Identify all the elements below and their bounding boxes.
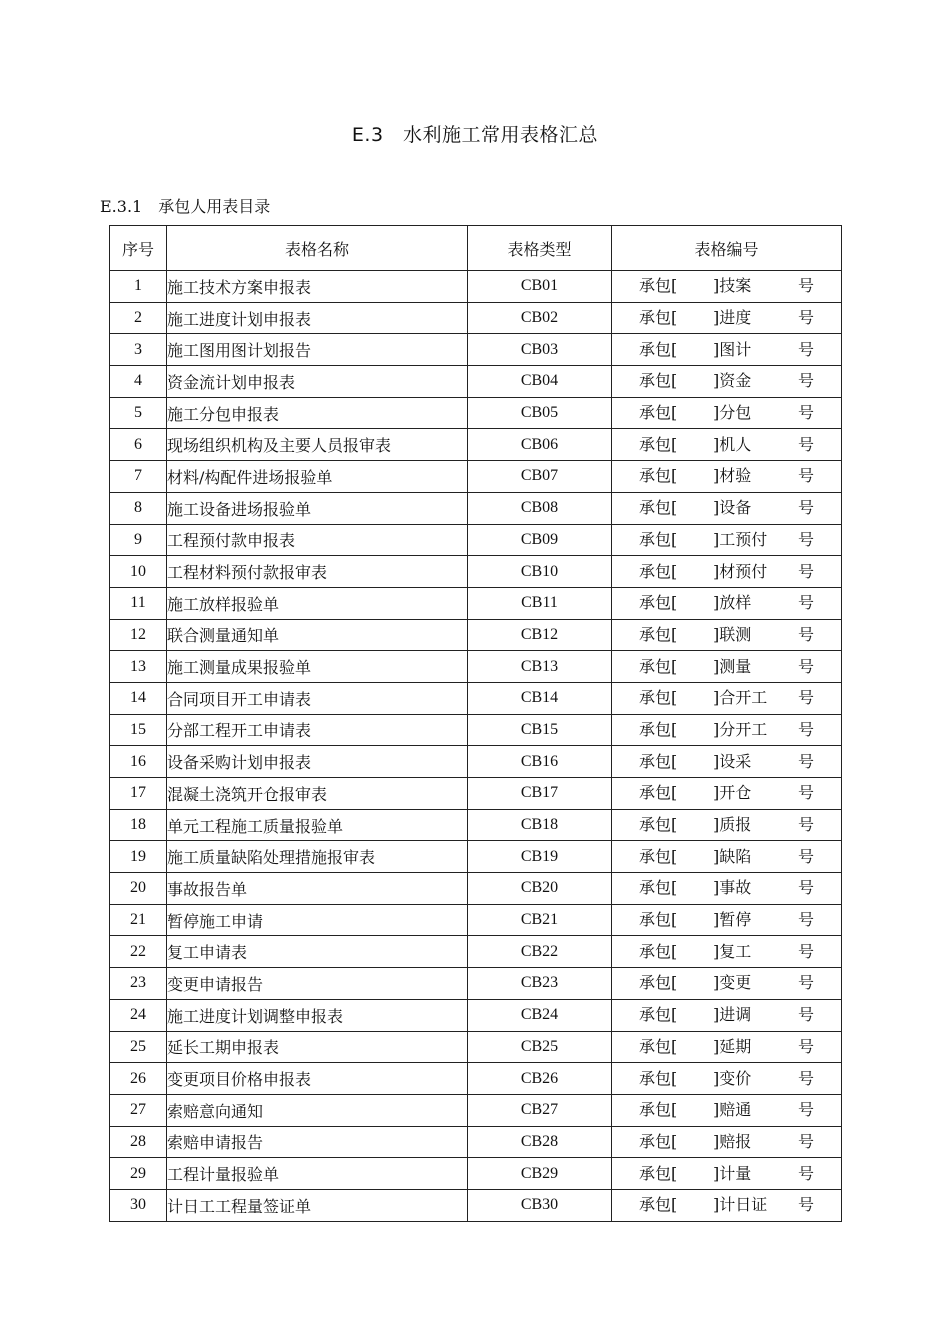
form-code-prefix: 承包[	[639, 910, 678, 930]
row-form-code	[612, 1094, 842, 1126]
form-code-suffix: 号	[798, 751, 815, 771]
row-form-name: 施工设备进场报验单	[167, 492, 468, 524]
form-code-prefix: 承包[	[639, 783, 678, 803]
form-code-abbr: ]质报	[713, 815, 752, 835]
table-row	[110, 746, 842, 778]
row-seq: 5	[110, 397, 167, 429]
row-form-type: CB26	[468, 1063, 612, 1095]
form-code-abbr: ]分包	[713, 403, 752, 423]
row-seq: 9	[110, 524, 167, 556]
table-row	[110, 682, 842, 714]
form-code-suffix: 号	[798, 498, 815, 518]
row-form-type: CB06	[468, 429, 612, 461]
form-code-prefix: 承包[	[639, 656, 678, 676]
form-code-suffix: 号	[798, 1100, 815, 1120]
form-code-prefix: 承包[	[639, 371, 678, 391]
form-code-wrap	[612, 271, 841, 301]
table-row	[110, 1094, 842, 1126]
form-code-prefix: 承包[	[639, 1036, 678, 1056]
row-form-code	[612, 619, 842, 651]
form-code-suffix: 号	[798, 466, 815, 486]
row-form-code	[612, 429, 842, 461]
form-code-suffix: 号	[798, 308, 815, 328]
row-seq: 18	[110, 809, 167, 841]
form-code-prefix: 承包[	[639, 751, 678, 771]
table-row	[110, 556, 842, 588]
row-form-name: 材料/构配件进场报验单	[167, 461, 468, 493]
form-code-abbr: ]材预付	[713, 561, 768, 581]
row-form-code	[612, 714, 842, 746]
row-seq: 16	[110, 746, 167, 778]
form-code-abbr: ]机人	[713, 434, 752, 454]
table-row	[110, 809, 842, 841]
table-body	[110, 271, 842, 1222]
table-row	[110, 524, 842, 556]
row-form-name: 施工进度计划调整申报表	[167, 999, 468, 1031]
row-form-type: CB24	[468, 999, 612, 1031]
row-form-code	[612, 1031, 842, 1063]
row-form-name: 设备采购计划申报表	[167, 746, 468, 778]
form-code-suffix: 号	[798, 276, 815, 296]
row-form-code	[612, 1126, 842, 1158]
row-form-type: CB17	[468, 778, 612, 810]
section-title: E.3.1 承包人用表目录	[100, 197, 271, 216]
row-form-name: 计日工工程量签证单	[167, 1189, 468, 1221]
row-seq: 8	[110, 492, 167, 524]
row-seq: 26	[110, 1063, 167, 1095]
form-code-abbr: ]图计	[713, 339, 752, 359]
row-form-type: CB16	[468, 746, 612, 778]
row-seq: 2	[110, 302, 167, 334]
row-form-name: 暂停施工申请	[167, 904, 468, 936]
row-form-code	[612, 936, 842, 968]
row-form-type: CB13	[468, 651, 612, 683]
form-code-wrap	[612, 1032, 841, 1062]
form-code-abbr: ]赔通	[713, 1100, 752, 1120]
header-code: 表格编号	[612, 226, 842, 271]
row-seq: 10	[110, 556, 167, 588]
contractor-forms-table	[109, 225, 842, 1222]
form-code-wrap	[612, 905, 841, 935]
form-code-wrap	[612, 968, 841, 998]
row-seq: 12	[110, 619, 167, 651]
form-code-abbr: ]联测	[713, 624, 752, 644]
row-form-type: CB01	[468, 271, 612, 303]
form-code-wrap	[612, 715, 841, 745]
form-code-wrap	[612, 873, 841, 903]
form-code-prefix: 承包[	[639, 1195, 678, 1215]
row-form-name: 施工分包申报表	[167, 397, 468, 429]
row-form-code	[612, 1158, 842, 1190]
form-code-wrap	[612, 461, 841, 491]
form-code-prefix: 承包[	[639, 498, 678, 518]
row-seq: 24	[110, 999, 167, 1031]
row-form-type: CB03	[468, 334, 612, 366]
row-form-name: 施工质量缺陷处理措施报审表	[167, 841, 468, 873]
row-form-code	[612, 1189, 842, 1221]
table-row	[110, 651, 842, 683]
form-code-wrap	[612, 1000, 841, 1030]
row-form-type: CB07	[468, 461, 612, 493]
form-code-abbr: ]分开工	[713, 719, 768, 739]
row-form-type: CB23	[468, 968, 612, 1000]
row-seq: 6	[110, 429, 167, 461]
table-row	[110, 429, 842, 461]
form-code-suffix: 号	[798, 561, 815, 581]
table-row	[110, 302, 842, 334]
table-row	[110, 873, 842, 905]
form-code-prefix: 承包[	[639, 1005, 678, 1025]
table-row	[110, 492, 842, 524]
row-seq: 14	[110, 682, 167, 714]
row-form-code	[612, 746, 842, 778]
form-code-wrap	[612, 366, 841, 396]
form-code-abbr: ]变更	[713, 973, 752, 993]
table-row	[110, 1126, 842, 1158]
table-row	[110, 936, 842, 968]
form-code-wrap	[612, 588, 841, 618]
form-code-wrap	[612, 525, 841, 555]
table-row	[110, 904, 842, 936]
form-code-abbr: ]设采	[713, 751, 752, 771]
row-form-code	[612, 524, 842, 556]
row-seq: 7	[110, 461, 167, 493]
row-form-code	[612, 682, 842, 714]
form-code-abbr: ]变价	[713, 1068, 752, 1088]
form-code-abbr: ]赔报	[713, 1131, 752, 1151]
table-row	[110, 841, 842, 873]
form-code-abbr: ]暂停	[713, 910, 752, 930]
row-form-name: 施工图用图计划报告	[167, 334, 468, 366]
form-code-wrap	[612, 810, 841, 840]
table-row	[110, 1063, 842, 1095]
form-code-prefix: 承包[	[639, 593, 678, 613]
row-seq: 21	[110, 904, 167, 936]
form-code-prefix: 承包[	[639, 624, 678, 644]
form-code-suffix: 号	[798, 973, 815, 993]
form-code-suffix: 号	[798, 624, 815, 644]
form-code-prefix: 承包[	[639, 434, 678, 454]
row-form-type: CB08	[468, 492, 612, 524]
form-code-abbr: ]计量	[713, 1163, 752, 1183]
form-code-prefix: 承包[	[639, 276, 678, 296]
row-form-type: CB10	[468, 556, 612, 588]
form-code-wrap	[612, 1159, 841, 1189]
row-form-type: CB18	[468, 809, 612, 841]
table-header-row	[110, 226, 842, 271]
row-seq: 15	[110, 714, 167, 746]
row-form-code	[612, 271, 842, 303]
row-form-name: 事故报告单	[167, 873, 468, 905]
form-code-wrap	[612, 1190, 841, 1220]
form-code-suffix: 号	[798, 1068, 815, 1088]
form-code-wrap	[612, 557, 841, 587]
row-form-name: 施工进度计划申报表	[167, 302, 468, 334]
form-code-suffix: 号	[798, 1005, 815, 1025]
row-form-name: 施工测量成果报验单	[167, 651, 468, 683]
form-code-suffix: 号	[798, 688, 815, 708]
table-row	[110, 968, 842, 1000]
form-code-prefix: 承包[	[639, 308, 678, 328]
row-form-code	[612, 587, 842, 619]
table-row	[110, 271, 842, 303]
row-seq: 25	[110, 1031, 167, 1063]
form-code-abbr: ]设备	[713, 498, 752, 518]
form-code-prefix: 承包[	[639, 529, 678, 549]
row-form-name: 联合测量通知单	[167, 619, 468, 651]
row-seq: 27	[110, 1094, 167, 1126]
row-form-code	[612, 397, 842, 429]
form-code-abbr: ]材验	[713, 466, 752, 486]
header-name: 表格名称	[167, 226, 468, 271]
form-code-prefix: 承包[	[639, 339, 678, 359]
row-seq: 11	[110, 587, 167, 619]
row-form-type: CB09	[468, 524, 612, 556]
form-code-prefix: 承包[	[639, 815, 678, 835]
row-form-type: CB27	[468, 1094, 612, 1126]
form-code-wrap	[612, 683, 841, 713]
row-seq: 4	[110, 366, 167, 398]
row-form-code	[612, 778, 842, 810]
row-seq: 20	[110, 873, 167, 905]
form-code-prefix: 承包[	[639, 1131, 678, 1151]
form-code-wrap	[612, 1064, 841, 1094]
row-form-type: CB20	[468, 873, 612, 905]
row-form-code	[612, 999, 842, 1031]
form-code-wrap	[612, 335, 841, 365]
row-form-code	[612, 809, 842, 841]
table-row	[110, 778, 842, 810]
form-code-wrap	[612, 303, 841, 333]
row-form-code	[612, 461, 842, 493]
form-code-abbr: ]缺陷	[713, 846, 752, 866]
form-code-prefix: 承包[	[639, 403, 678, 423]
row-form-type: CB22	[468, 936, 612, 968]
row-form-type: CB30	[468, 1189, 612, 1221]
header-type: 表格类型	[468, 226, 612, 271]
row-form-name: 施工技术方案申报表	[167, 271, 468, 303]
row-seq: 17	[110, 778, 167, 810]
form-code-abbr: ]工预付	[713, 529, 768, 549]
table-row	[110, 1189, 842, 1221]
row-seq: 28	[110, 1126, 167, 1158]
form-code-prefix: 承包[	[639, 973, 678, 993]
row-form-name: 索赔意向通知	[167, 1094, 468, 1126]
form-code-prefix: 承包[	[639, 1163, 678, 1183]
row-form-name: 变更项目价格申报表	[167, 1063, 468, 1095]
row-form-code	[612, 651, 842, 683]
form-code-prefix: 承包[	[639, 878, 678, 898]
row-form-type: CB19	[468, 841, 612, 873]
form-code-abbr: ]开仓	[713, 783, 752, 803]
row-form-type: CB15	[468, 714, 612, 746]
form-code-abbr: ]延期	[713, 1036, 752, 1056]
row-form-type: CB02	[468, 302, 612, 334]
table-row	[110, 619, 842, 651]
form-code-suffix: 号	[798, 403, 815, 423]
form-code-suffix: 号	[798, 815, 815, 835]
row-seq: 13	[110, 651, 167, 683]
row-seq: 22	[110, 936, 167, 968]
form-code-suffix: 号	[798, 719, 815, 739]
table-row	[110, 587, 842, 619]
row-form-type: CB21	[468, 904, 612, 936]
form-code-abbr: ]测量	[713, 656, 752, 676]
row-form-name: 变更申请报告	[167, 968, 468, 1000]
form-code-abbr: ]事故	[713, 878, 752, 898]
form-code-wrap	[612, 1127, 841, 1157]
form-code-abbr: ]技案	[713, 276, 752, 296]
row-form-type: CB28	[468, 1126, 612, 1158]
form-code-wrap	[612, 493, 841, 523]
form-code-abbr: ]资金	[713, 371, 752, 391]
row-form-name: 合同项目开工申请表	[167, 682, 468, 714]
table-row	[110, 397, 842, 429]
form-code-abbr: ]进调	[713, 1005, 752, 1025]
form-code-wrap	[612, 652, 841, 682]
form-code-prefix: 承包[	[639, 719, 678, 739]
form-code-suffix: 号	[798, 783, 815, 803]
form-code-suffix: 号	[798, 593, 815, 613]
form-code-suffix: 号	[798, 371, 815, 391]
form-code-suffix: 号	[798, 1163, 815, 1183]
form-code-abbr: ]复工	[713, 941, 752, 961]
row-form-name: 延长工期申报表	[167, 1031, 468, 1063]
form-code-suffix: 号	[798, 1195, 815, 1215]
form-code-prefix: 承包[	[639, 1100, 678, 1120]
row-form-code	[612, 366, 842, 398]
form-code-prefix: 承包[	[639, 1068, 678, 1088]
row-form-code	[612, 904, 842, 936]
row-form-code	[612, 492, 842, 524]
form-code-wrap	[612, 747, 841, 777]
row-seq: 3	[110, 334, 167, 366]
row-form-type: CB14	[468, 682, 612, 714]
row-form-code	[612, 334, 842, 366]
form-code-wrap	[612, 842, 841, 872]
row-form-type: CB11	[468, 587, 612, 619]
row-form-code	[612, 873, 842, 905]
form-code-suffix: 号	[798, 941, 815, 961]
row-form-code	[612, 556, 842, 588]
form-code-suffix: 号	[798, 656, 815, 676]
table-row	[110, 366, 842, 398]
row-form-name: 资金流计划申报表	[167, 366, 468, 398]
form-code-wrap	[612, 1095, 841, 1125]
row-form-type: CB04	[468, 366, 612, 398]
row-form-name: 工程计量报验单	[167, 1158, 468, 1190]
row-seq: 29	[110, 1158, 167, 1190]
form-code-prefix: 承包[	[639, 688, 678, 708]
form-code-suffix: 号	[798, 1131, 815, 1151]
row-form-code	[612, 302, 842, 334]
row-form-name: 混凝土浇筑开仓报审表	[167, 778, 468, 810]
row-form-name: 工程预付款申报表	[167, 524, 468, 556]
table-row	[110, 1031, 842, 1063]
row-form-name: 工程材料预付款报审表	[167, 556, 468, 588]
row-form-name: 单元工程施工质量报验单	[167, 809, 468, 841]
form-code-prefix: 承包[	[639, 466, 678, 486]
form-code-abbr: ]计日证	[713, 1195, 768, 1215]
row-form-type: CB05	[468, 397, 612, 429]
table-row	[110, 1158, 842, 1190]
document-title: E.3 水利施工常用表格汇总	[351, 124, 599, 146]
form-code-prefix: 承包[	[639, 941, 678, 961]
row-form-code	[612, 968, 842, 1000]
form-code-wrap	[612, 398, 841, 428]
form-code-wrap	[612, 620, 841, 650]
form-code-abbr: ]合开工	[713, 688, 768, 708]
form-code-wrap	[612, 430, 841, 460]
form-code-suffix: 号	[798, 529, 815, 549]
form-code-suffix: 号	[798, 910, 815, 930]
row-seq: 19	[110, 841, 167, 873]
row-form-type: CB12	[468, 619, 612, 651]
row-seq: 23	[110, 968, 167, 1000]
form-code-suffix: 号	[798, 1036, 815, 1056]
row-form-name: 索赔申请报告	[167, 1126, 468, 1158]
row-form-name: 分部工程开工申请表	[167, 714, 468, 746]
table-row	[110, 714, 842, 746]
table-row	[110, 461, 842, 493]
table-row	[110, 999, 842, 1031]
header-seq: 序号	[110, 226, 167, 271]
form-code-suffix: 号	[798, 339, 815, 359]
form-code-abbr: ]进度	[713, 308, 752, 328]
row-seq: 1	[110, 271, 167, 303]
row-form-code	[612, 841, 842, 873]
row-seq: 30	[110, 1189, 167, 1221]
row-form-name: 施工放样报验单	[167, 587, 468, 619]
row-form-code	[612, 1063, 842, 1095]
row-form-type: CB29	[468, 1158, 612, 1190]
row-form-type: CB25	[468, 1031, 612, 1063]
form-code-wrap	[612, 778, 841, 808]
form-code-suffix: 号	[798, 878, 815, 898]
form-code-suffix: 号	[798, 434, 815, 454]
row-form-name: 复工申请表	[167, 936, 468, 968]
form-code-abbr: ]放样	[713, 593, 752, 613]
row-form-name: 现场组织机构及主要人员报审表	[167, 429, 468, 461]
form-code-suffix: 号	[798, 846, 815, 866]
form-code-prefix: 承包[	[639, 846, 678, 866]
table-row	[110, 334, 842, 366]
form-code-prefix: 承包[	[639, 561, 678, 581]
form-code-wrap	[612, 937, 841, 967]
